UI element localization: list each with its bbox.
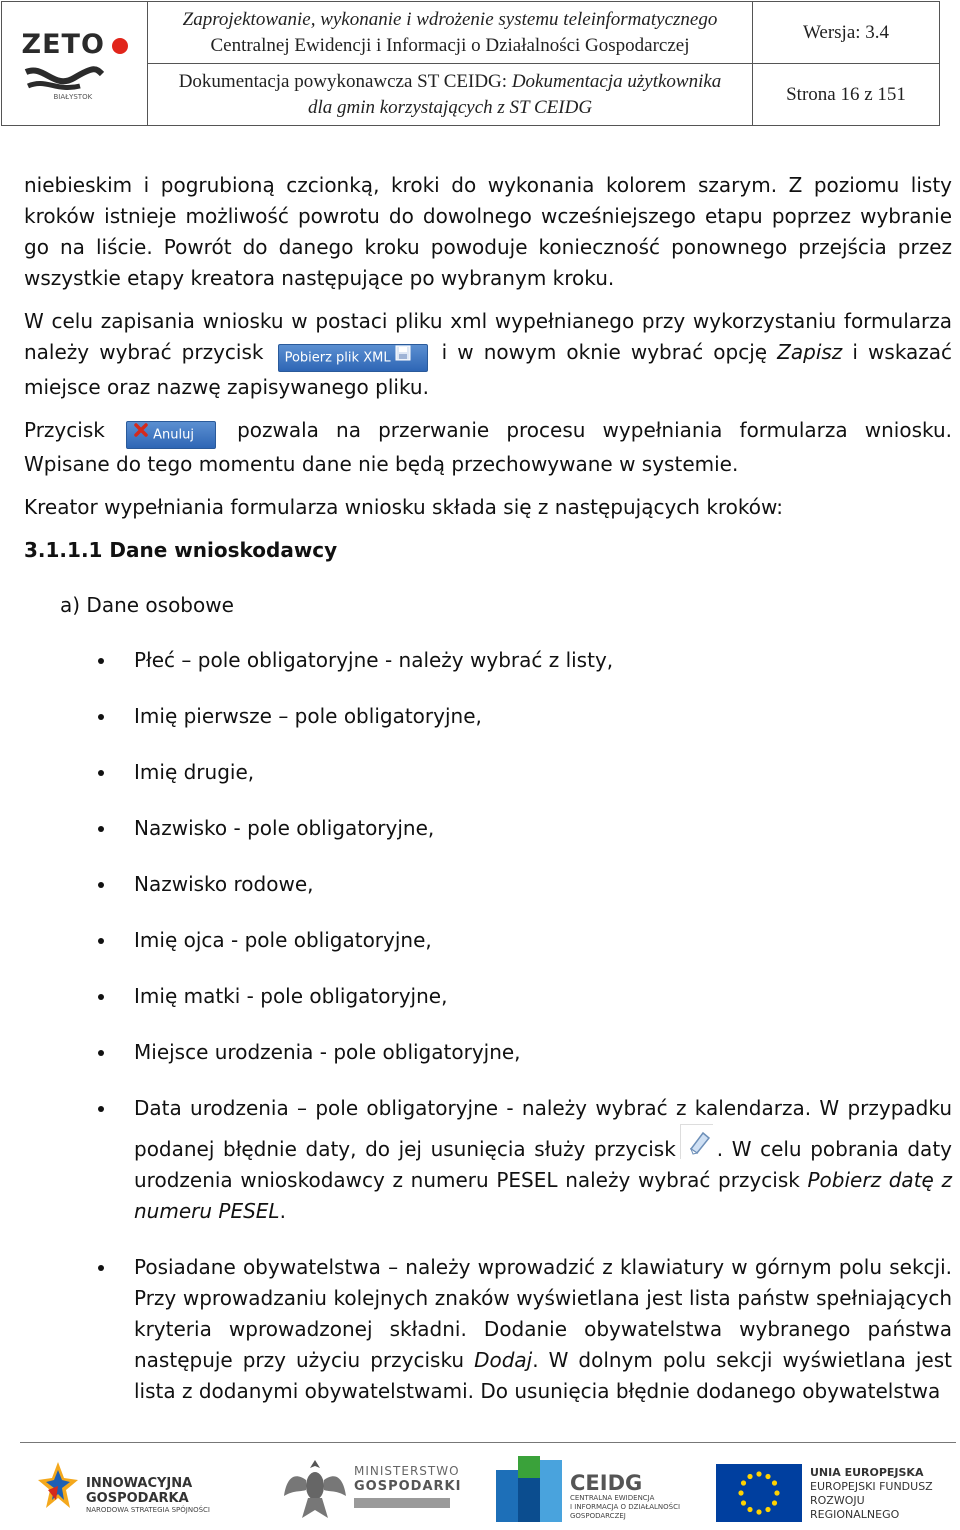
eraser-icon[interactable]	[680, 1124, 713, 1159]
innovative-economy-line3: NARODOWA STRATEGIA SPÓJNOŚCI	[86, 1506, 210, 1514]
ceidg-line3: GOSPODARCZEJ	[570, 1512, 626, 1520]
zeto-logo-city: BIAŁYSTOK	[53, 92, 93, 101]
citizenship-text-c: . W dolnym polu sekcji wyświetlana jest lista z dodanymi obywatelstwami. Do usunięcia błędnie dodanego obywatelstwa	[134, 1348, 952, 1403]
birth-date-pesel-button-name: Pobierz datę z numeru PESEL	[134, 1168, 952, 1223]
header-page-number: Strona 16 z 151	[753, 64, 940, 126]
list-item: Nazwisko rodowe,	[24, 869, 952, 900]
ministry-bar	[354, 1498, 450, 1508]
eu-line2: EUROPEJSKI FUNDUSZ	[810, 1480, 933, 1493]
ceidg-title: CEIDG	[570, 1471, 643, 1495]
field-list	[24, 645, 952, 1407]
list-item: Imię ojca - pole obligatoryjne,	[24, 925, 952, 956]
paragraph-save-xml-zapisz: Zapisz	[777, 340, 843, 364]
citizenship-text-a: Posiadane obywatelstwa – należy wprowadzić z klawiatury w górnym polu sekcji. Przy wprowadzaniu kolejnych znaków wyświetlana jest lista państw spełniających kryteria wprowadzonej składni. Dodanie obywatelstwa wybranego państwa następuje przy użyciu przycisku	[134, 1255, 952, 1372]
paragraph-cancel-text-b: pozwala na przerwanie procesu wypełniania formularza wniosku. Wpisane do tego momentu dane nie będą przechowywane w systemie.	[24, 417, 952, 476]
birth-date-text-d: .	[279, 1199, 286, 1223]
paragraph-save-xml-text-c: i wskazać miejsce oraz nazwę zapisywanego pliku.	[24, 340, 953, 399]
cancel-button[interactable]	[126, 421, 216, 449]
list-item-citizenship	[24, 1252, 952, 1407]
red-x-icon	[133, 422, 149, 448]
list-item: Imię matki - pole obligatoryjne,	[24, 981, 952, 1012]
innovative-economy-logo	[38, 1456, 218, 1516]
list-item-birth-date	[24, 1093, 952, 1227]
paragraph-wizard-steps: Kreator wypełniania formularza wniosku składa się z następujących kroków:	[24, 495, 784, 519]
ministry-line1: MINISTERSTWO	[354, 1464, 460, 1478]
header-project-line2: Centralnej Ewidencji i Informacji o Działalności Gospodarczej	[210, 34, 690, 56]
list-item: Imię pierwsze – pole obligatoryjne,	[24, 701, 952, 732]
innovative-economy-line2: GOSPODARKA	[86, 1491, 189, 1506]
page-content	[24, 170, 952, 1432]
footer-divider	[20, 1442, 956, 1443]
ministry-line2: GOSPODARKI	[354, 1479, 462, 1494]
footer-logos	[0, 1450, 960, 1530]
section-heading: 3.1.1.1 Dane wnioskodawcy	[24, 538, 338, 562]
birth-date-text-b: . W celu pobrania daty urodzenia wnioskodawcy z numeru PESEL należy wybrać przycisk	[134, 1137, 952, 1192]
list-item: Imię drugie,	[24, 757, 952, 788]
ministry-logo	[282, 1456, 462, 1526]
list-item: Nazwisko - pole obligatoryjne,	[24, 813, 952, 844]
paragraph-cancel-text-a: Przycisk	[24, 417, 105, 442]
ministry-text	[354, 1464, 461, 1494]
innovative-economy-star-icon	[38, 1460, 78, 1512]
eu-text	[810, 1466, 956, 1522]
paragraph-save-xml-text-b: i w nowym oknie wybrać opcję	[441, 340, 768, 364]
ceidg-text	[570, 1472, 680, 1521]
header-logo-cell	[2, 2, 148, 126]
list-item: Miejsce urodzenia - pole obligatoryjne,	[24, 1037, 952, 1068]
eu-flag-icon	[716, 1464, 802, 1522]
ceidg-line1: CENTRALNA EWIDENCJA	[570, 1494, 655, 1502]
citizenship-add-button-name: Dodaj	[474, 1348, 533, 1372]
eu-logo	[716, 1464, 956, 1524]
subsection-personal-data: a) Dane osobowe	[60, 593, 234, 617]
ceidg-line2: I INFORMACJA O DZIAŁALNOŚCI	[570, 1503, 681, 1511]
header-project-cell	[148, 2, 753, 64]
paragraph-save-xml-text-a: W celu zapisania wniosku w postaci pliku xml wypełnianego przy wykorzystaniu formularza należy wybrać przycisk	[24, 309, 952, 364]
header-doc-cell	[148, 64, 753, 126]
ceidg-mark-icon	[496, 1456, 562, 1522]
floppy-disk-icon	[395, 345, 411, 371]
paragraph-steps: niebieskim i pogrubioną czcionką, kroki do wykonania kolorem szarym. Z poziomu listy kroków istnieje możliwość powrotu do dowolnego wcześniejszego etapu poprzez wybranie go na liście. Powrót do danego kroku powoduje konieczność ponownego przejścia przez wszystkie etapy kreatora następujące po wybranym kroku.	[24, 173, 952, 290]
paragraph-cancel	[24, 415, 952, 481]
download-xml-button[interactable]	[278, 344, 428, 372]
document-header	[1, 1, 940, 126]
zeto-logo-text: ZETO	[21, 28, 105, 60]
list-item: Płeć – pole obligatoryjne - należy wybrać z listy,	[24, 645, 952, 676]
header-doc-line2: dla gmin korzystających z ST CEIDG	[307, 96, 593, 118]
header-version: Wersja: 3.4	[753, 2, 940, 64]
header-doc-title: Dokumentacja użytkownika	[511, 70, 722, 92]
header-doc-prefix: Dokumentacja powykonawcza ST CEIDG:	[178, 70, 512, 92]
eu-line3: ROZWOJU REGIONALNEGO	[810, 1494, 900, 1521]
cancel-button-label: Anuluj	[153, 427, 194, 443]
eu-line1: UNIA EUROPEJSKA	[810, 1466, 924, 1479]
paragraph-save-xml	[24, 306, 952, 403]
innovative-economy-text	[86, 1476, 210, 1515]
download-xml-button-label: Pobierz plik XML	[284, 350, 391, 365]
zeto-logo-dot	[112, 38, 128, 54]
polish-eagle-icon	[282, 1456, 348, 1524]
zeto-logo	[20, 28, 130, 101]
ceidg-logo	[496, 1456, 696, 1526]
header-doc-line1	[148, 69, 752, 95]
header-project-line1: Zaprojektowanie, wykonanie i wdrożenie systemu teleinformatycznego	[182, 8, 718, 30]
birth-date-text-a: Data urodzenia – pole obligatoryjne - należy wybrać z kalendarza. W przypadku podanej błędnie daty, do jej usunięcia służy przycisk	[134, 1096, 952, 1161]
innovative-economy-line1: INNOWACYJNA	[86, 1476, 193, 1491]
